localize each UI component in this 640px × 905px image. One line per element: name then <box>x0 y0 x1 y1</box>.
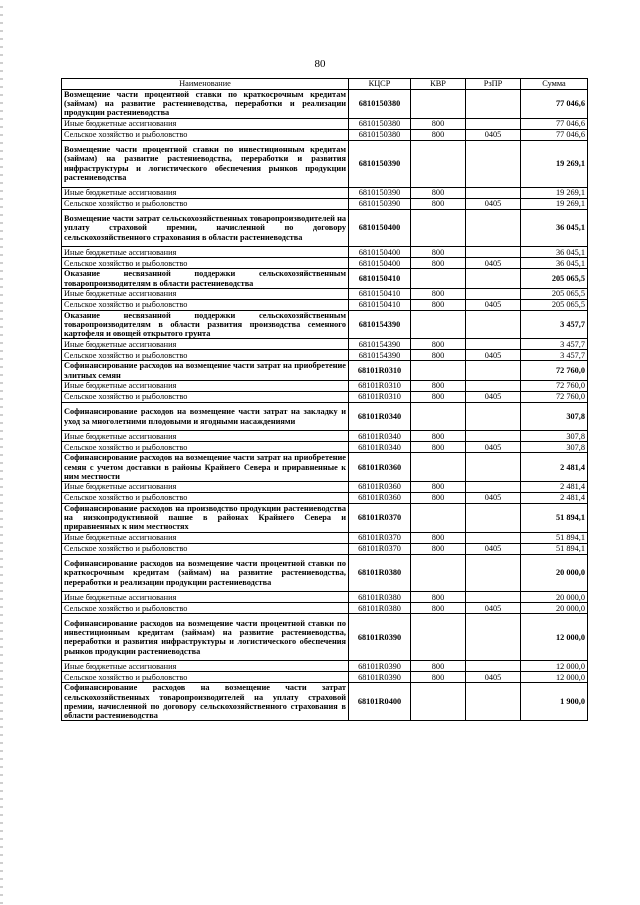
row-kvr <box>411 554 466 592</box>
row-name: Сельское хозяйство и рыболовство <box>62 299 349 310</box>
table-body <box>62 90 588 721</box>
row-name: Иные бюджетные ассигнования <box>62 482 349 493</box>
row-name: Оказание несвязанной поддержки сельскохозяйственным товаропроизводителям в области развития производства семенного картофеля и овощей открытого грунта <box>62 310 349 339</box>
row-kvr: 800 <box>411 592 466 603</box>
row-sum: 51 894,1 <box>521 532 588 543</box>
row-name: Иные бюджетные ассигнования <box>62 592 349 603</box>
row-sum: 20 000,0 <box>521 554 588 592</box>
table-row-detail <box>62 339 588 350</box>
row-name: Сельское хозяйство и рыболовство <box>62 672 349 683</box>
table-row-detail <box>62 198 588 209</box>
row-sum: 205 065,5 <box>521 269 588 288</box>
row-kvr <box>411 269 466 288</box>
row-kcsr: 68101R0310 <box>349 391 411 402</box>
row-kcsr: 6810154390 <box>349 350 411 361</box>
row-sum: 36 045,1 <box>521 247 588 258</box>
row-kcsr: 6810150400 <box>349 247 411 258</box>
table-row-detail <box>62 672 588 683</box>
row-name: Софинансирование расходов на возмещение части затрат на приобретение элитных семян <box>62 361 349 380</box>
table-row-detail <box>62 431 588 442</box>
row-kvr: 800 <box>411 129 466 140</box>
row-kcsr: 6810150380 <box>349 90 411 119</box>
table-row-detail <box>62 187 588 198</box>
row-sum: 1 900,0 <box>521 683 588 721</box>
row-rzpr <box>466 592 521 603</box>
table-row-program <box>62 504 588 533</box>
row-kcsr: 6810150400 <box>349 258 411 269</box>
row-kvr: 800 <box>411 339 466 350</box>
row-kvr: 800 <box>411 672 466 683</box>
table-row-detail <box>62 129 588 140</box>
row-sum: 307,8 <box>521 431 588 442</box>
row-rzpr <box>466 482 521 493</box>
table-row-detail <box>62 299 588 310</box>
row-kcsr: 6810150410 <box>349 288 411 299</box>
header-kcsr: КЦСР <box>349 79 411 90</box>
row-rzpr <box>466 431 521 442</box>
table-row-program <box>62 361 588 380</box>
row-name: Иные бюджетные ассигнования <box>62 380 349 391</box>
table-row-program <box>62 269 588 288</box>
row-kcsr: 6810150390 <box>349 187 411 198</box>
row-kcsr: 68101R0340 <box>349 402 411 431</box>
row-sum: 72 760,0 <box>521 380 588 391</box>
row-kvr: 800 <box>411 661 466 672</box>
table-row-detail <box>62 493 588 504</box>
row-kvr <box>411 402 466 431</box>
row-rzpr <box>466 554 521 592</box>
row-kcsr: 68101R0370 <box>349 504 411 533</box>
row-kcsr: 68101R0400 <box>349 683 411 721</box>
row-kvr: 800 <box>411 288 466 299</box>
row-sum: 2 481,4 <box>521 493 588 504</box>
table-row-program <box>62 310 588 339</box>
row-name: Софинансирование расходов на возмещение части затрат сельскохозяйственных товаропроизводителей на уплату страховой премии, начисленной по договору сельскохозяйственного страхования в области растениеводства <box>62 683 349 721</box>
row-sum: 19 269,1 <box>521 198 588 209</box>
row-sum: 205 065,5 <box>521 299 588 310</box>
row-name: Иные бюджетные ассигнования <box>62 532 349 543</box>
table-row-detail <box>62 603 588 614</box>
row-rzpr <box>466 187 521 198</box>
row-name: Оказание несвязанной поддержки сельскохозяйственным товаропроизводителям в области растениеводства <box>62 269 349 288</box>
row-sum: 12 000,0 <box>521 672 588 683</box>
row-kvr: 800 <box>411 258 466 269</box>
row-rzpr <box>466 118 521 129</box>
row-rzpr <box>466 269 521 288</box>
row-rzpr <box>466 310 521 339</box>
row-kvr <box>411 140 466 187</box>
header-kvr: КВР <box>411 79 466 90</box>
table-row-program <box>62 402 588 431</box>
header-name: Наименование <box>62 79 349 90</box>
row-kvr: 800 <box>411 543 466 554</box>
row-name: Сельское хозяйство и рыболовство <box>62 543 349 554</box>
row-rzpr <box>466 402 521 431</box>
row-kvr: 800 <box>411 482 466 493</box>
table-row-detail <box>62 288 588 299</box>
row-kvr <box>411 453 466 482</box>
row-sum: 3 457,7 <box>521 339 588 350</box>
table-row-detail <box>62 592 588 603</box>
row-rzpr: 0405 <box>466 603 521 614</box>
row-kcsr: 68101R0370 <box>349 543 411 554</box>
row-kcsr: 68101R0380 <box>349 554 411 592</box>
row-rzpr: 0405 <box>466 442 521 453</box>
row-sum: 205 065,5 <box>521 288 588 299</box>
row-kcsr: 6810150390 <box>349 140 411 187</box>
row-kvr: 800 <box>411 493 466 504</box>
row-rzpr <box>466 380 521 391</box>
table-row-program <box>62 554 588 592</box>
table-row-detail <box>62 661 588 672</box>
row-kcsr: 68101R0360 <box>349 493 411 504</box>
row-kvr: 800 <box>411 247 466 258</box>
row-kcsr: 68101R0340 <box>349 442 411 453</box>
table-row-detail <box>62 482 588 493</box>
row-name: Софинансирование расходов на возмещение части процентной ставки по инвестиционным кредитам (займам) на развитие растениеводства, переработки и развития инфраструктуры и логистического обеспечения рынков продукции растениеводства <box>62 614 349 661</box>
row-sum: 51 894,1 <box>521 543 588 554</box>
table-header-row <box>62 79 588 90</box>
row-kvr <box>411 310 466 339</box>
row-kcsr: 68101R0310 <box>349 361 411 380</box>
row-name: Возмещение части процентной ставки по инвестиционным кредитам (займам) на развитие растениеводства, переработки и развития инфраструктуры и логистического обеспечения рынков продукции растениеводства <box>62 140 349 187</box>
row-sum: 2 481,4 <box>521 453 588 482</box>
row-kvr: 800 <box>411 442 466 453</box>
row-rzpr: 0405 <box>466 350 521 361</box>
table-row-detail <box>62 258 588 269</box>
table-row-program <box>62 453 588 482</box>
row-rzpr <box>466 532 521 543</box>
row-name: Сельское хозяйство и рыболовство <box>62 603 349 614</box>
row-name: Иные бюджетные ассигнования <box>62 247 349 258</box>
row-kcsr: 68101R0370 <box>349 532 411 543</box>
row-rzpr <box>466 361 521 380</box>
row-sum: 51 894,1 <box>521 504 588 533</box>
row-rzpr: 0405 <box>466 299 521 310</box>
table-row-detail <box>62 442 588 453</box>
row-sum: 12 000,0 <box>521 614 588 661</box>
table-row-detail <box>62 543 588 554</box>
table-row-detail <box>62 247 588 258</box>
row-rzpr <box>466 614 521 661</box>
row-name: Иные бюджетные ассигнования <box>62 339 349 350</box>
header-sum: Сумма <box>521 79 588 90</box>
row-sum: 72 760,0 <box>521 361 588 380</box>
row-name: Сельское хозяйство и рыболовство <box>62 258 349 269</box>
row-name: Софинансирование расходов на возмещение части процентной ставки по краткосрочным кредитам (займам) на развитие растениеводства, переработки и реализации продукции растениеводства <box>62 554 349 592</box>
row-kvr: 800 <box>411 391 466 402</box>
row-sum: 3 457,7 <box>521 310 588 339</box>
row-kcsr: 6810150400 <box>349 209 411 247</box>
row-rzpr <box>466 339 521 350</box>
row-kvr <box>411 90 466 119</box>
row-kcsr: 6810154390 <box>349 310 411 339</box>
row-rzpr <box>466 140 521 187</box>
row-name: Возмещение части процентной ставки по краткосрочным кредитам (займам) на развитие растениеводства, переработки и реализации продукции растениеводства <box>62 90 349 119</box>
row-name: Сельское хозяйство и рыболовство <box>62 129 349 140</box>
row-sum: 77 046,6 <box>521 90 588 119</box>
budget-table <box>61 78 588 721</box>
row-sum: 36 045,1 <box>521 209 588 247</box>
row-kvr <box>411 614 466 661</box>
row-kvr: 800 <box>411 532 466 543</box>
row-kcsr: 6810150380 <box>349 118 411 129</box>
row-rzpr <box>466 288 521 299</box>
row-rzpr <box>466 90 521 119</box>
row-kcsr: 6810150410 <box>349 269 411 288</box>
row-rzpr <box>466 209 521 247</box>
row-rzpr: 0405 <box>466 672 521 683</box>
row-sum: 3 457,7 <box>521 350 588 361</box>
row-name: Сельское хозяйство и рыболовство <box>62 391 349 402</box>
row-kcsr: 6810150390 <box>349 198 411 209</box>
row-name: Софинансирование расходов на производство продукции растениеводства на низкопродуктивной пашне в районах Крайнего Севера и приравненных к ним местностях <box>62 504 349 533</box>
row-kcsr: 6810150410 <box>349 299 411 310</box>
row-name: Сельское хозяйство и рыболовство <box>62 442 349 453</box>
table-row-detail <box>62 532 588 543</box>
table-row-program <box>62 90 588 119</box>
row-sum: 307,8 <box>521 442 588 453</box>
row-name: Иные бюджетные ассигнования <box>62 661 349 672</box>
row-kvr: 800 <box>411 299 466 310</box>
row-kvr <box>411 683 466 721</box>
row-kcsr: 68101R0390 <box>349 661 411 672</box>
row-rzpr <box>466 683 521 721</box>
row-rzpr <box>466 661 521 672</box>
row-kvr: 800 <box>411 380 466 391</box>
row-name: Возмещение части затрат сельскохозяйственных товаропроизводителей на уплату страховой премии, начисленной по договору сельскохозяйственного страхования в области растениеводства <box>62 209 349 247</box>
row-rzpr: 0405 <box>466 391 521 402</box>
row-sum: 12 000,0 <box>521 661 588 672</box>
row-kvr: 800 <box>411 187 466 198</box>
row-name: Иные бюджетные ассигнования <box>62 187 349 198</box>
row-kcsr: 68101R0390 <box>349 614 411 661</box>
row-sum: 20 000,0 <box>521 603 588 614</box>
row-rzpr: 0405 <box>466 543 521 554</box>
row-sum: 72 760,0 <box>521 391 588 402</box>
row-name: Сельское хозяйство и рыболовство <box>62 493 349 504</box>
row-rzpr: 0405 <box>466 258 521 269</box>
row-kvr <box>411 361 466 380</box>
row-kcsr: 6810150380 <box>349 129 411 140</box>
table-row-detail <box>62 380 588 391</box>
row-kcsr: 6810154390 <box>349 339 411 350</box>
row-kcsr: 68101R0360 <box>349 482 411 493</box>
row-name: Сельское хозяйство и рыболовство <box>62 198 349 209</box>
row-name: Иные бюджетные ассигнования <box>62 118 349 129</box>
row-rzpr <box>466 453 521 482</box>
row-kcsr: 68101R0380 <box>349 603 411 614</box>
row-kcsr: 68101R0340 <box>349 431 411 442</box>
table-row-program <box>62 614 588 661</box>
row-kcsr: 68101R0390 <box>349 672 411 683</box>
row-rzpr <box>466 247 521 258</box>
row-rzpr: 0405 <box>466 198 521 209</box>
row-kcsr: 68101R0380 <box>349 592 411 603</box>
row-kvr: 800 <box>411 350 466 361</box>
table-row-program <box>62 140 588 187</box>
table-row-detail <box>62 350 588 361</box>
row-kvr <box>411 504 466 533</box>
row-sum: 20 000,0 <box>521 592 588 603</box>
row-kcsr: 68101R0310 <box>349 380 411 391</box>
header-rzpr: РзПР <box>466 79 521 90</box>
row-kvr: 800 <box>411 431 466 442</box>
row-sum: 77 046,6 <box>521 129 588 140</box>
row-rzpr: 0405 <box>466 493 521 504</box>
table-row-detail <box>62 118 588 129</box>
row-sum: 19 269,1 <box>521 140 588 187</box>
row-name: Иные бюджетные ассигнования <box>62 288 349 299</box>
row-name: Сельское хозяйство и рыболовство <box>62 350 349 361</box>
row-name: Софинансирование расходов на возмещение части затрат на приобретение семян с учетом доставки в районы Крайнего Севера и приравненные к ним местности <box>62 453 349 482</box>
row-kvr: 800 <box>411 198 466 209</box>
row-sum: 77 046,6 <box>521 118 588 129</box>
table-row-program <box>62 683 588 721</box>
row-kvr: 800 <box>411 603 466 614</box>
row-sum: 307,8 <box>521 402 588 431</box>
row-rzpr <box>466 504 521 533</box>
scan-edge <box>0 0 3 905</box>
row-rzpr: 0405 <box>466 129 521 140</box>
row-sum: 19 269,1 <box>521 187 588 198</box>
table-row-program <box>62 209 588 247</box>
row-kcsr: 68101R0360 <box>349 453 411 482</box>
row-sum: 36 045,1 <box>521 258 588 269</box>
table-row-detail <box>62 391 588 402</box>
row-name: Софинансирование расходов на возмещение части затрат на закладку и уход за многолетними плодовыми и ягодными насаждениями <box>62 402 349 431</box>
row-kvr <box>411 209 466 247</box>
row-name: Иные бюджетные ассигнования <box>62 431 349 442</box>
page-number: 80 <box>314 58 326 70</box>
row-sum: 2 481,4 <box>521 482 588 493</box>
row-kvr: 800 <box>411 118 466 129</box>
